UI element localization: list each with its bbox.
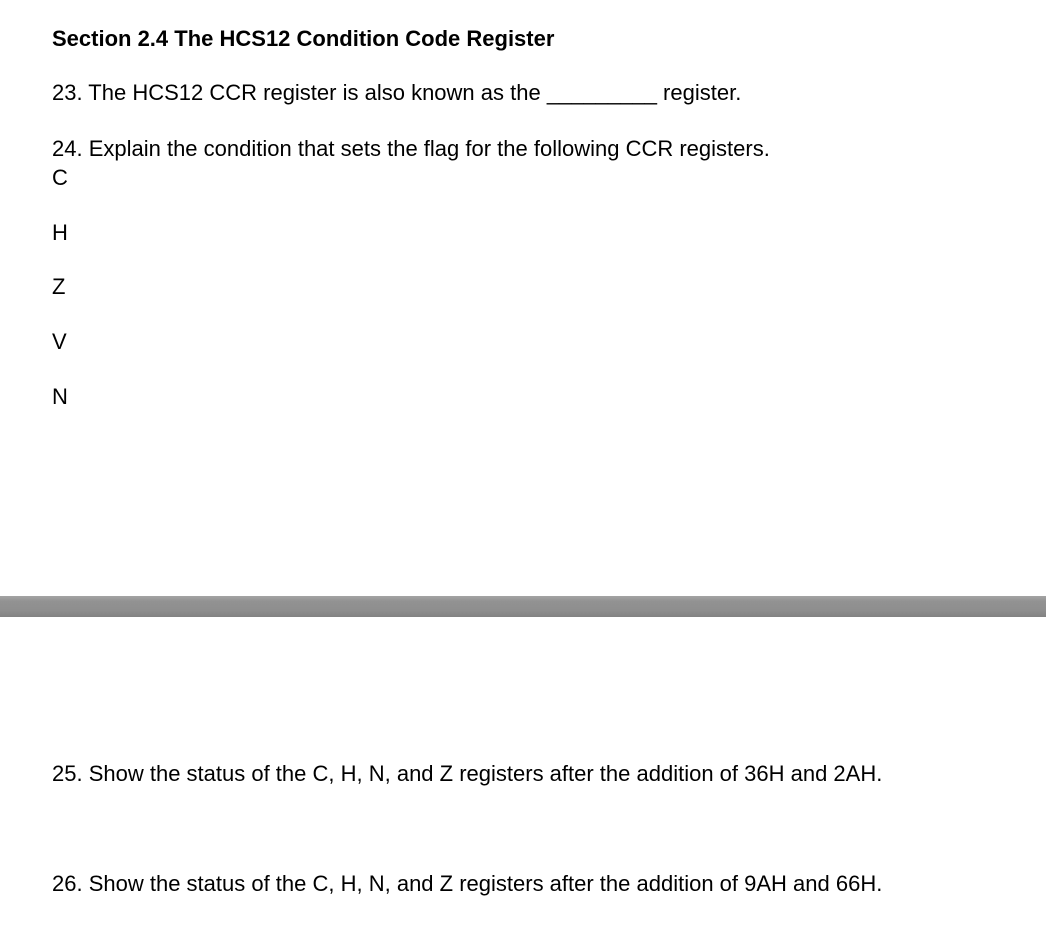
flag-label-zero: Z bbox=[52, 274, 66, 299]
flag-label-half-carry: H bbox=[52, 220, 68, 245]
flag-label-negative: N bbox=[52, 384, 68, 409]
flag-label-carry: C bbox=[52, 165, 68, 190]
question-26: 26. Show the status of the C, H, N, and Z registers after the addition of 9AH and 66H. bbox=[52, 871, 883, 896]
question-23: 23. The HCS12 CCR register is also known as the _________ register. bbox=[52, 80, 742, 105]
section-title: Section 2.4 The HCS12 Condition Code Register bbox=[52, 26, 555, 51]
flag-label-overflow: V bbox=[52, 329, 67, 354]
page-break-divider bbox=[0, 596, 1046, 617]
question-24: 24. Explain the condition that sets the flag for the following CCR registers. bbox=[52, 136, 770, 161]
question-25: 25. Show the status of the C, H, N, and Z registers after the addition of 36H and 2AH. bbox=[52, 761, 883, 786]
